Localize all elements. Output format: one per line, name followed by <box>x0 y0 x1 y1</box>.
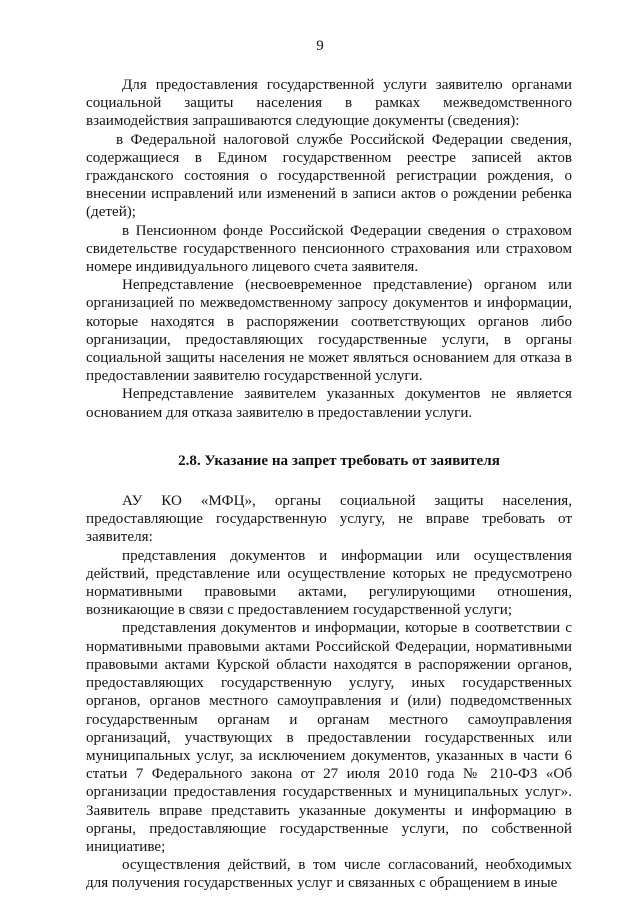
paragraph: Непредставление заявителем указанных документов не является основанием для отказа заявителю в предоставлении услуги. <box>86 386 572 421</box>
paragraph: осуществления действий, в том числе согласований, необходимых для получения государственных услуг и связанных с обращением в иные <box>86 857 572 892</box>
page-number: 9 <box>316 38 324 54</box>
paragraph: в Федеральной налоговой службе Российской Федерации сведения, содержащиеся в Едином государственном реестре записей актов гражданского состояния о государственной регистрации рождения, о внесении исправлений или изменений в записи актов о рождении ребенка (детей); <box>86 131 572 221</box>
paragraph: представления документов и информации или осуществления действий, представление или осуществление которых не предусмотрено нормативными правовыми актами, регулирующими отношения, возникающие в связи с предоставлением государственной услуги; <box>86 547 572 619</box>
paragraph: в Пенсионном фонде Российской Федерации сведения о страховом свидетельстве государственного пенсионного страхования или страховом номере индивидуального лицевого счета заявителя. <box>86 222 572 276</box>
paragraph: представления документов и информации, которые в соответствии с нормативными правовыми актами Российской Федерации, нормативными правовыми актами Курской области находятся в распоряжении органов, предоставляющих государственную услугу, иных государственных органов, органов местного самоуправления и (или) подведомственных государственным органам и органам местного самоуправления организаций, участвующих в предоставлении государственных или муниципальных услуг, за исключением документов, указанных в части 6 статьи 7 Федерального закона от 27 июля 2010 года № 210-ФЗ «Об организации предоставления государственных и муниципальных услуг». Заявитель вправе представить указанные документы и информацию в органы, предоставляющие государственные услуги, по собственной инициативе; <box>86 620 572 855</box>
page-body <box>86 76 572 893</box>
section-heading: 2.8. Указание на запрет требовать от заявителя <box>178 452 500 469</box>
paragraph: Для предоставления государственной услуги заявителю органами социальной защиты населения в рамках межведомственного взаимодействия запрашиваются следующие документы (сведения): <box>86 77 572 130</box>
paragraph: Непредставление (несвоевременное представление) органом или организацией по межведомственному запросу документов и информации, которые находятся в распоряжении соответствующих органов либо организации, предоставляющих государственные услуги, в органы социальной защиты населения не может являться основанием для отказа в предоставлении заявителю государственной услуги. <box>86 277 572 385</box>
paragraph: АУ КО «МФЦ», органы социальной защиты населения, предоставляющие государственную услугу, не вправе требовать от заявителя: <box>86 493 572 546</box>
